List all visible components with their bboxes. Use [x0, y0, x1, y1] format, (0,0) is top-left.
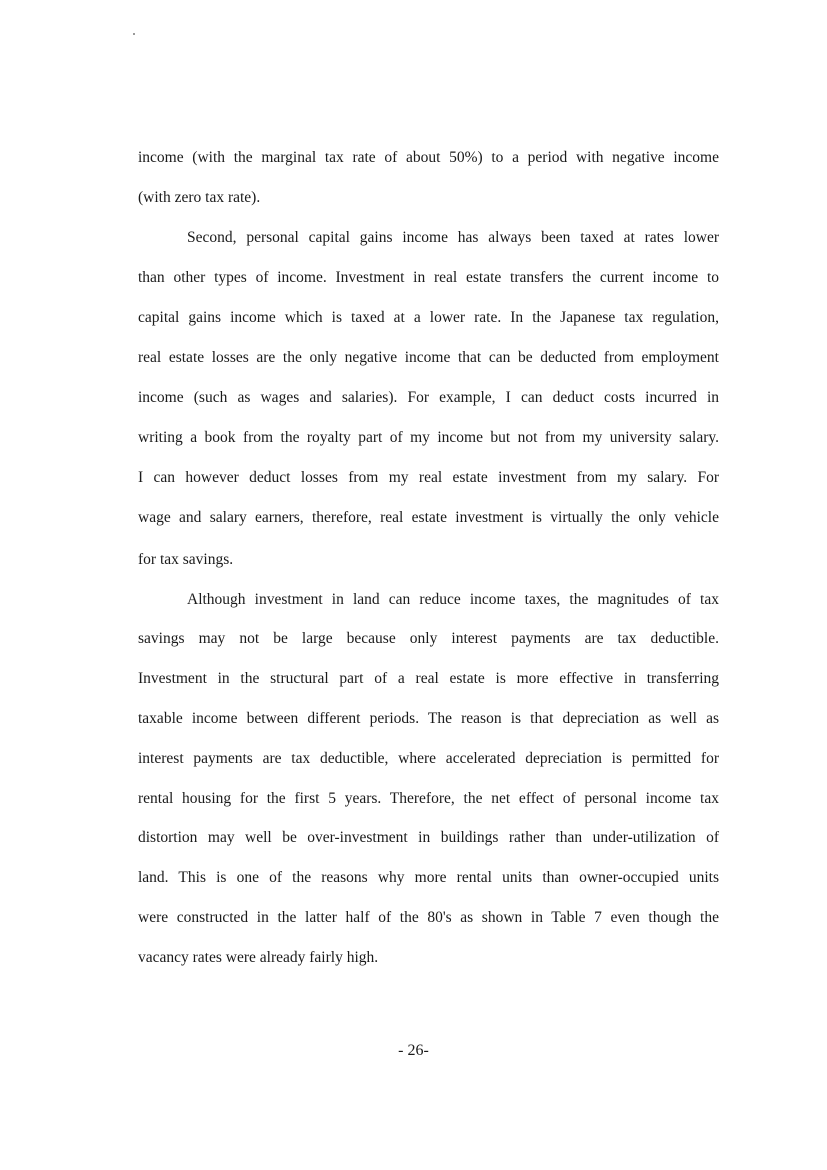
- page-number: - 26-: [398, 1042, 429, 1059]
- scan-speck: [133, 33, 135, 35]
- text-line: distortion may well be over-investment in buildings rather than under-utilization of: [138, 829, 719, 846]
- text-line: for tax savings.: [138, 551, 234, 568]
- text-line: rental housing for the first 5 years. Therefore, the net effect of personal income tax: [138, 790, 719, 807]
- text-line: capital gains income which is taxed at a lower rate. In the Japanese tax regulation,: [138, 309, 719, 326]
- text-line: income (with the marginal tax rate of about 50%) to a period with negative income: [138, 149, 719, 166]
- text-line: income (such as wages and salaries). For example, I can deduct costs incurred in: [138, 389, 719, 406]
- text-line: taxable income between different periods. The reason is that depreciation as well as: [138, 710, 719, 727]
- text-line: I can however deduct losses from my real estate investment from my salary. For: [138, 469, 719, 486]
- text-line: land. This is one of the reasons why more rental units than owner-occupied units: [138, 869, 719, 886]
- text-line: Investment in the structural part of a real estate is more effective in transferring: [138, 670, 719, 687]
- text-line: were constructed in the latter half of the 80's as shown in Table 7 even though the: [138, 909, 719, 926]
- paragraph-first-line: Second, personal capital gains income has always been taxed at rates lower: [187, 229, 719, 246]
- text-line: than other types of income. Investment in real estate transfers the current income to: [138, 269, 719, 286]
- text-line: savings may not be large because only interest payments are tax deductible.: [138, 630, 719, 647]
- paragraph-first-line: Although investment in land can reduce income taxes, the magnitudes of tax: [187, 591, 719, 608]
- text-line: (with zero tax rate).: [138, 189, 261, 206]
- text-line: real estate losses are the only negative income that can be deducted from employment: [138, 349, 719, 366]
- text-line: interest payments are tax deductible, where accelerated depreciation is permitted for: [138, 750, 719, 767]
- text-line: wage and salary earners, therefore, real estate investment is virtually the only vehicle: [138, 509, 719, 526]
- text-line: vacancy rates were already fairly high.: [138, 949, 379, 966]
- text-line: writing a book from the royalty part of my income but not from my university salary.: [138, 429, 719, 446]
